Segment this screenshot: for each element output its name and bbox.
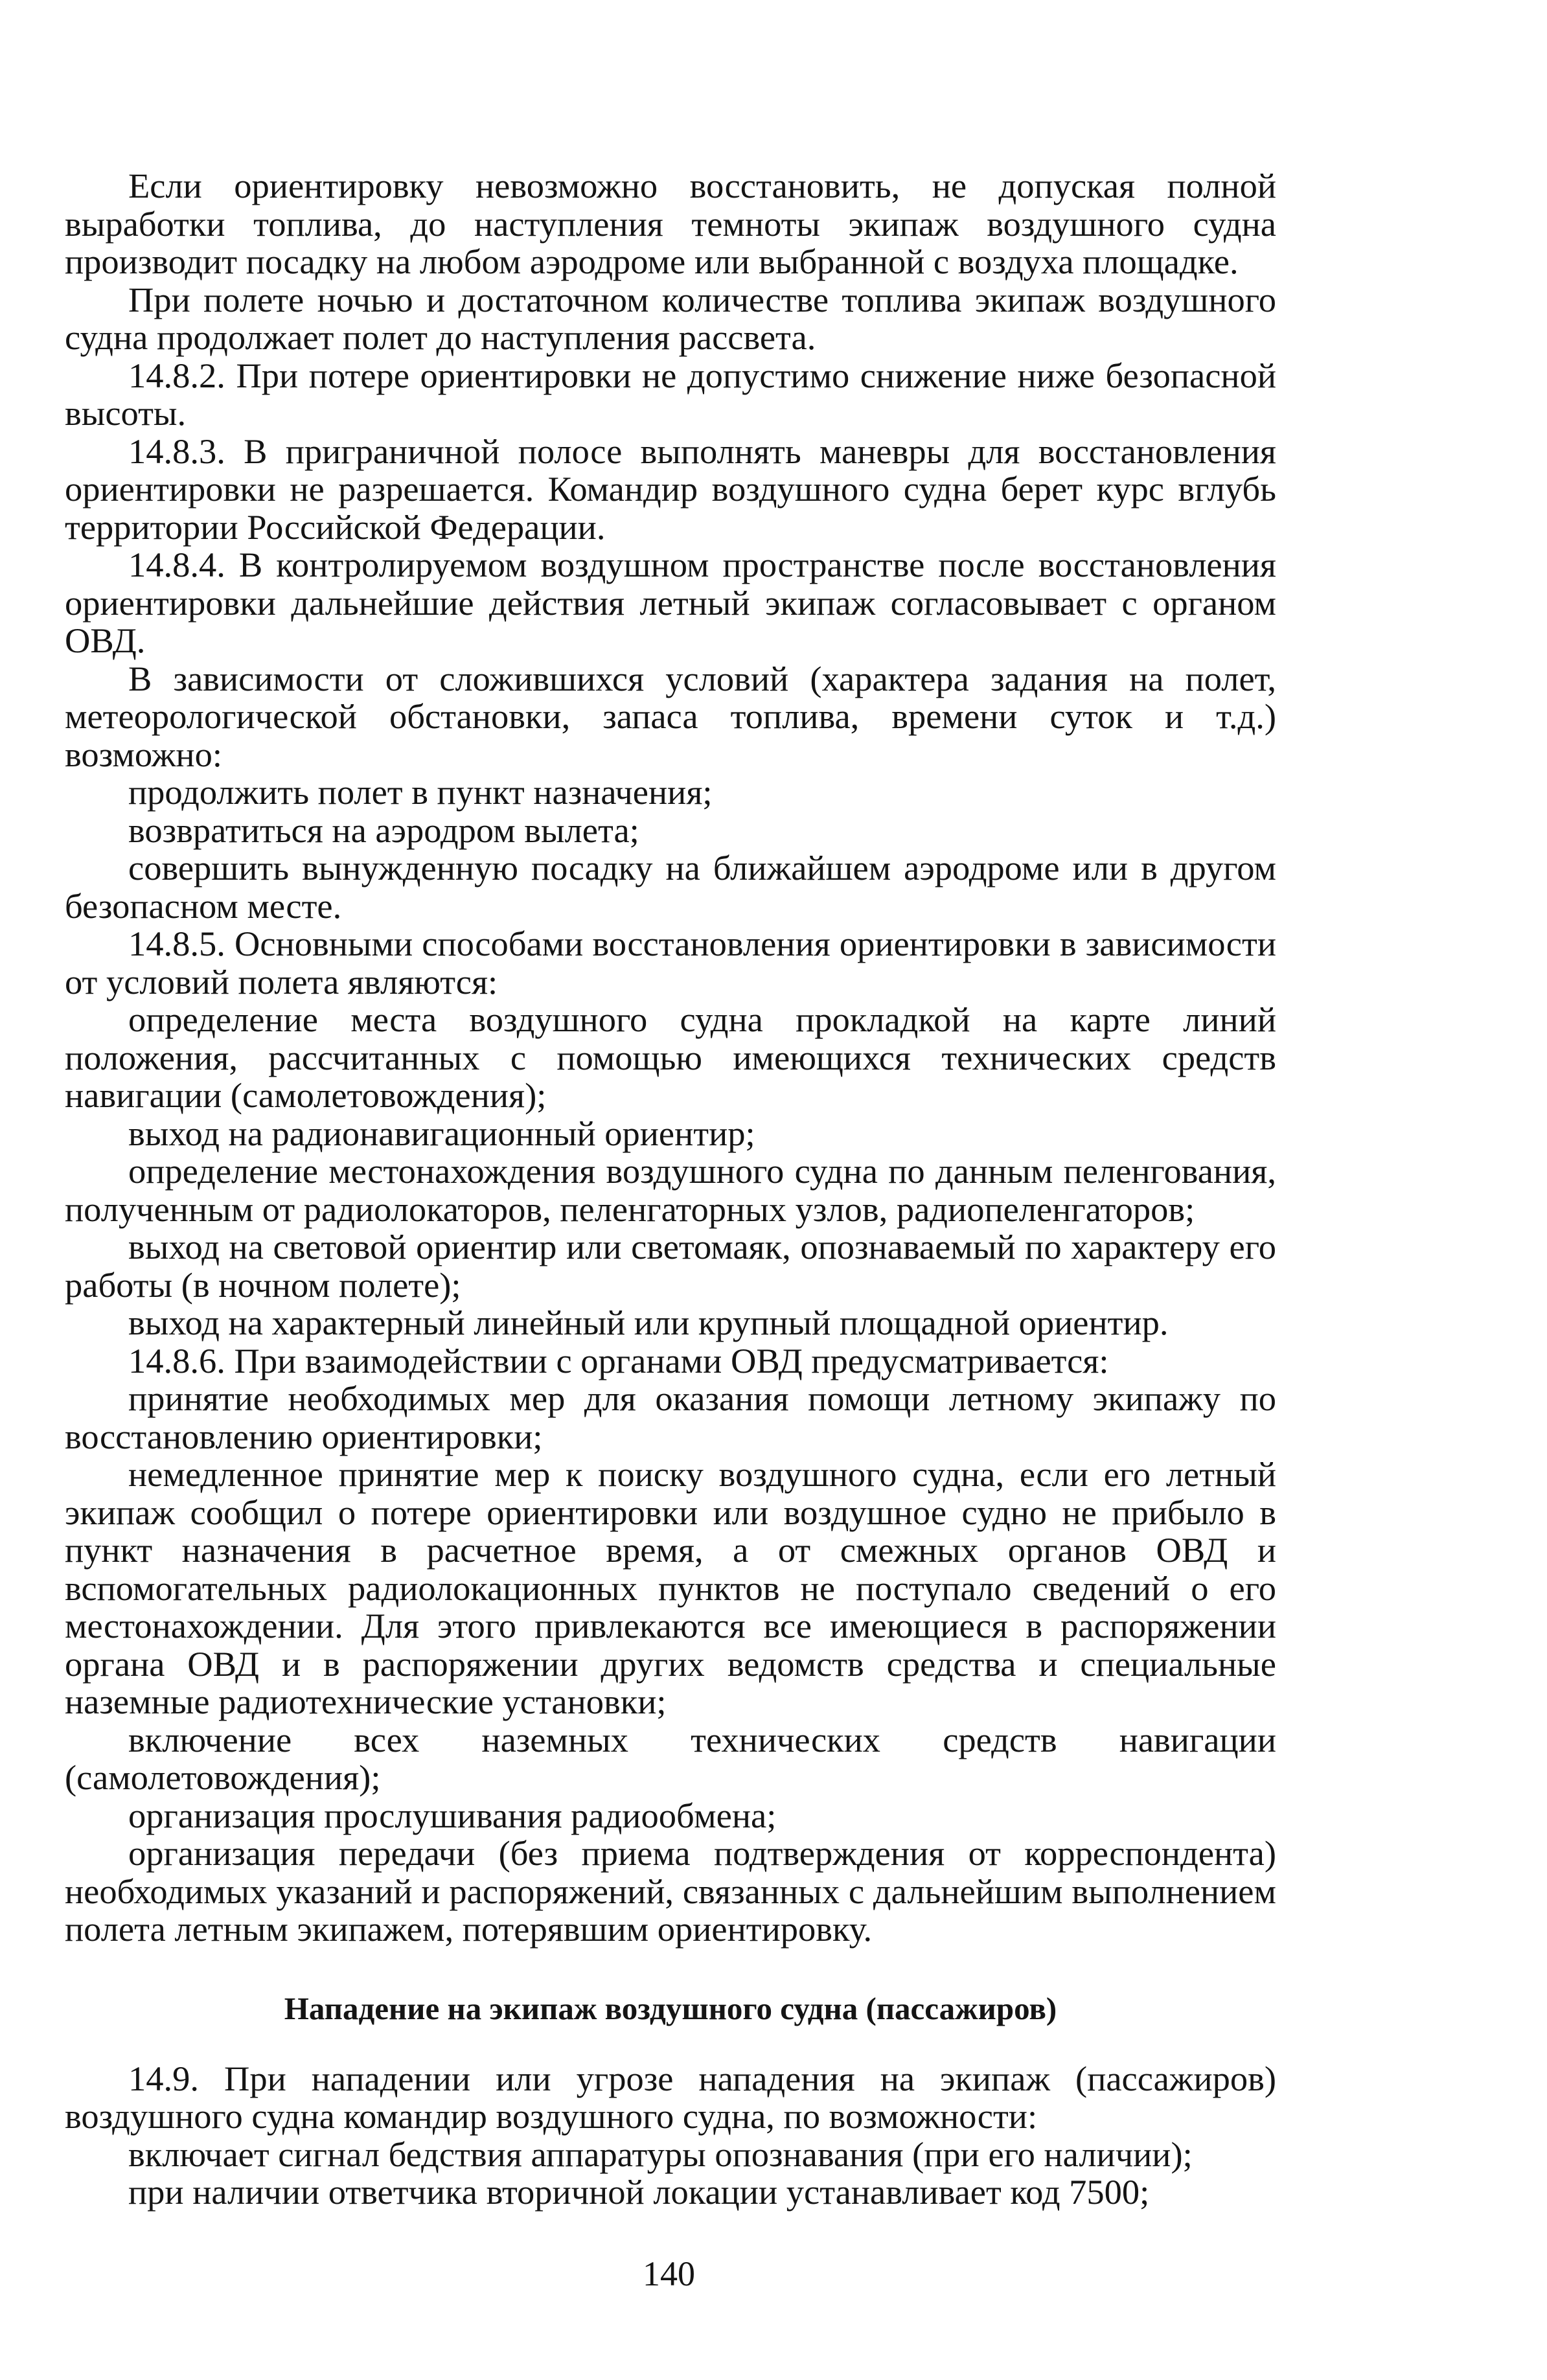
- list-item: организация прослушивания радиообмена;: [128, 1795, 777, 1835]
- list-item: выход на световой ориентир или светомаяк, опознаваемый по характеру его работы (в ночном полете);: [65, 1227, 1276, 1305]
- list-item: включает сигнал бедствия аппаратуры опознавания (при его наличии);: [128, 2134, 1193, 2174]
- list-item: организация передачи (без приема подтверждения от корреспондента) необходимых указаний и распоряжений, связанных с дальнейшим выполнением полета летным экипажем, потерявшим ориентировку.: [65, 1833, 1276, 1949]
- list-item: выход на характерный линейный или крупный площадной ориентир.: [128, 1303, 1169, 1342]
- paragraph: 14.8.5. Основными способами восстановления ориентировки в зависимости от условий полета являются:: [65, 924, 1276, 1001]
- paragraph: 14.8.6. При взаимодействии с органами ОВД предусматривается:: [128, 1340, 1109, 1380]
- paragraph: Если ориентировку невозможно восстановить, не допуская полной выработки топлива, до наступления темноты экипаж воздушного судна производит посадку на любом аэродроме или выбранной с воздуха площадке.: [65, 166, 1276, 281]
- list-item: определение места воздушного судна прокладкой на карте линий положения, рассчитанных с помощью имеющихся технических средств навигации (самолетовождения);: [65, 1000, 1276, 1115]
- page-number: 140: [643, 2254, 695, 2293]
- paragraph: В зависимости от сложившихся условий (характера задания на полет, метеорологической обстановки, запаса топлива, времени суток и т.д.) возможно:: [65, 658, 1276, 774]
- paragraph: 14.8.2. При потере ориентировки не допустимо снижение ниже безопасной высоты.: [65, 355, 1276, 433]
- list-item: выход на радионавигационный ориентир;: [128, 1113, 755, 1153]
- list-item: принятие необходимых мер для оказания помощи летному экипажу по восстановлению ориентировки;: [65, 1379, 1276, 1456]
- list-item: продолжить полет в пункт назначения;: [128, 772, 713, 812]
- list-item: при наличии ответчика вторичной локации устанавливает код 7500;: [128, 2172, 1150, 2212]
- list-item: возвратиться на аэродром вылета;: [128, 810, 639, 850]
- page-body: [65, 167, 1276, 2212]
- list-item: определение местонахождения воздушного судна по данным пеленгования, полученным от радиолокаторов, пеленгаторных узлов, радиопеленгаторов;: [65, 1151, 1276, 1229]
- paragraph: 14.8.4. В контролируемом воздушном пространстве после восстановления ориентировки дальнейшие действия летный экипаж согласовывает с органом ОВД.: [65, 545, 1276, 660]
- paragraph: 14.9. При нападении или угрозе нападения на экипаж (пассажиров) воздушного судна командир воздушного судна, по возможности:: [65, 2058, 1276, 2136]
- list-item: совершить вынужденную посадку на ближайшем аэродроме или в другом безопасном месте.: [65, 848, 1276, 926]
- list-item: немедленное принятие мер к поиску воздушного судна, если его летный экипаж сообщил о потере ориентировки или воздушное судно не прибыло в пункт назначения в расчетное время, а от смежных органов ОВД и вспомогательных радиолокационных пунктов не поступало сведений о его местонахождении. Для этого привлекаются все имеющиеся в распоряжении органа ОВД и в распоряжении других ведомств средства и специальные наземные радиотехнические установки;: [65, 1454, 1276, 1721]
- section-heading: Нападение на экипаж воздушного судна (пассажиров): [284, 1990, 1057, 2026]
- paragraph: При полете ночью и достаточном количестве топлива экипаж воздушного судна продолжает полет до наступления рассвета.: [65, 279, 1276, 357]
- list-item: включение всех наземных технических средств навигации (самолетовождения);: [65, 1719, 1276, 1797]
- paragraph: 14.8.3. В приграничной полосе выполнять маневры для восстановления ориентировки не разрешается. Командир воздушного судна берет курс вглубь территории Российской Федерации.: [65, 431, 1276, 547]
